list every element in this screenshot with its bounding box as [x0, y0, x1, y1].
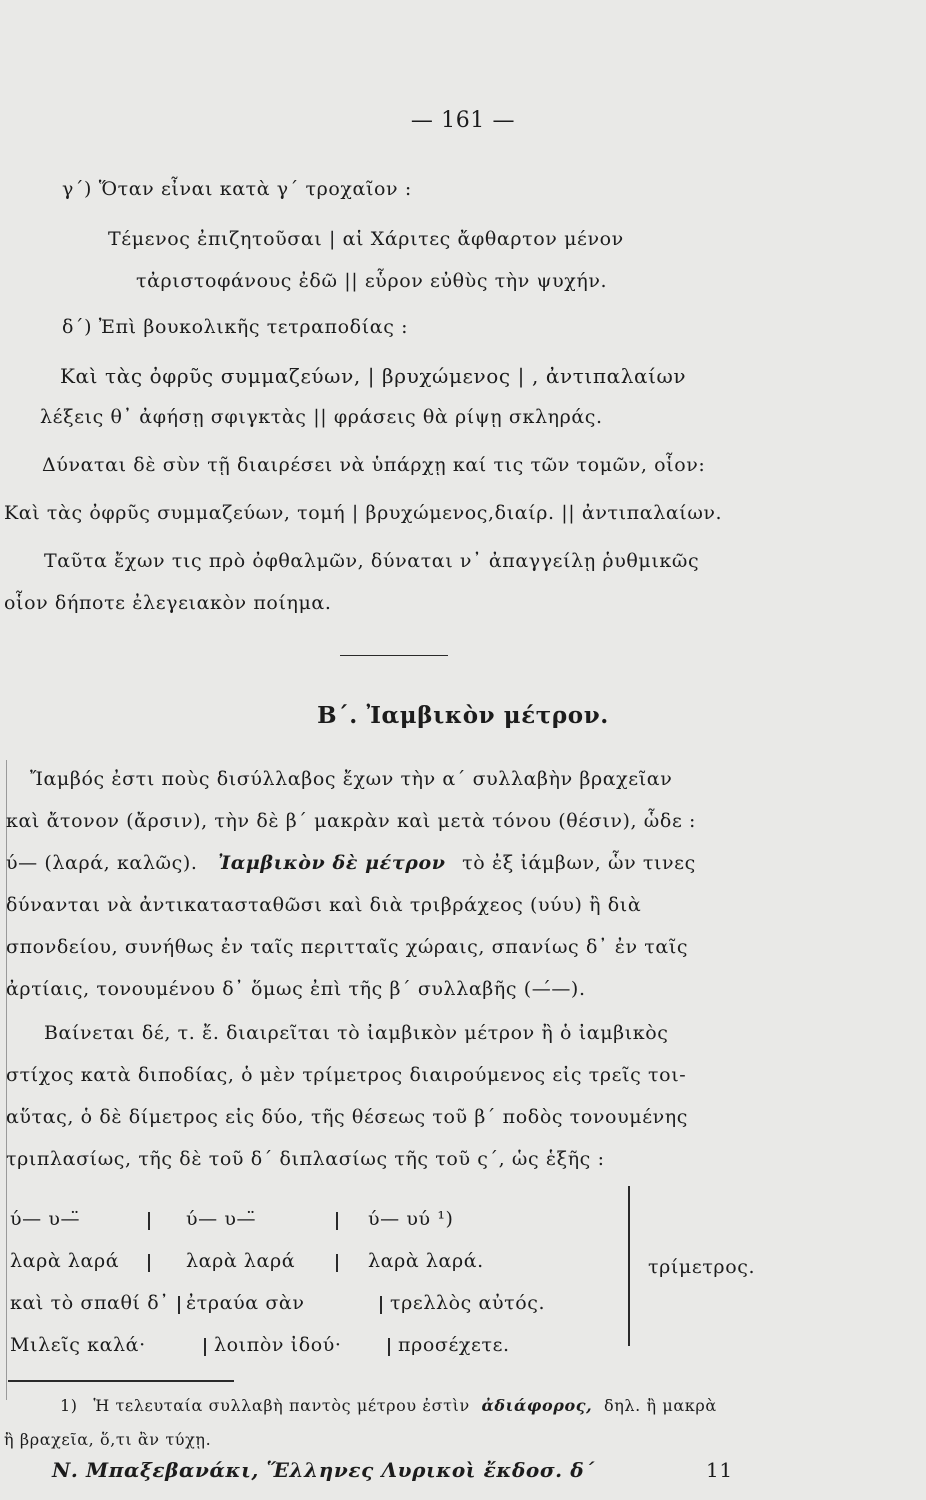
caesura-bar — [336, 1254, 338, 1272]
emphasis-term: Ἰαμβικὸν δὲ μέτρον — [218, 852, 446, 874]
text-line: σπονδείου, συνήθως ἐν ταῖς περιτταῖς χώραις, σπανίως δ᾽ ἐν ταῖς — [6, 936, 689, 958]
scheme-cell: λαρὰ λαρά — [10, 1250, 120, 1272]
text-line: ἀρτίαις, τονουμένου δ᾽ ὅμως ἐπὶ τῆς β΄ συλλαβῆς (—́—). — [6, 978, 586, 1000]
text-line: οἷον δήποτε ἐλεγειακὸν ποίημα. — [4, 592, 332, 614]
text-span: ύ— (λαρά, καλῶς). — [6, 852, 198, 874]
footnote-rule — [8, 1380, 234, 1382]
text-line — [6, 852, 696, 874]
scheme-cell: λαρὰ λαρά — [186, 1250, 296, 1272]
scheme-cell: λοιπὸν ἰδού· — [214, 1334, 342, 1356]
section-heading: Β΄. Ἰαμβικὸν μέτρον. — [317, 702, 609, 729]
text-line: τριπλασίως, τῆς δὲ τοῦ δ΄ διπλασίως τῆς τοῦ ς΄, ὡς ἑξῆς : — [6, 1148, 605, 1170]
scheme-cell: λαρὰ λαρά. — [368, 1250, 484, 1272]
caesura-bar — [380, 1296, 382, 1314]
scheme-cell: Μιλεῖς καλά· — [10, 1334, 146, 1356]
text-line: λέξεις θ᾽ ἀφήσῃ σφιγκτὰς || φράσεις θὰ ρίψῃ σκληράς. — [40, 406, 603, 428]
text-line: Ταῦτα ἔχων τις πρὸ ὀφθαλμῶν, δύναται ν᾽ ἀπαγγείλῃ ῥυθμικῶς — [44, 550, 700, 572]
text-line: Καὶ τὰς ὀφρῦς συμμαζεύων, | βρυχώμενος | , ἀντιπαλαίων — [60, 364, 687, 388]
text-line: Τέμενος ἐπιζητοῦσαι | αἱ Χάριτες ἄφθαρτον μένον — [108, 228, 624, 250]
caesura-bar — [204, 1338, 206, 1356]
caesura-bar — [148, 1212, 150, 1230]
printer-signature: Ν. Μπαξεβανάκι, Ἕλληνες Λυρικοὶ ἔκδοσ. δ΄ — [52, 1458, 595, 1482]
text-span: τὸ ἐξ ἰάμβων, ὧν τινες — [462, 852, 696, 874]
text-line: καὶ ἄτονον (ἄρσιν), τὴν δὲ β΄ μακρὰν καὶ μετὰ τόνου (θέσιν), ὧδε : — [6, 810, 697, 832]
scheme-cell: προσέχετε. — [398, 1334, 510, 1356]
scheme-cell: ἐτραύα σὰν — [186, 1292, 305, 1314]
scheme-cell: καὶ τὸ σπαθί δ᾽ — [10, 1292, 170, 1314]
text-line: αὕτας, ὁ δὲ δίμετρος εἰς δύο, τῆς θέσεως τοῦ β΄ ποδὸς τονουμένης — [6, 1106, 689, 1128]
text-line: στίχος κατὰ διποδίας, ὁ μὲν τρίμετρος διαιρούμενος εἰς τρεῖς τοι- — [6, 1064, 687, 1086]
bracket-line — [628, 1186, 630, 1346]
footnote-line: ἢ βραχεῖα, ὅ,τι ἂν τύχῃ. — [4, 1430, 212, 1449]
scheme-cell: τρελλὸς αὐτός. — [390, 1292, 546, 1314]
signature-number: 11 — [706, 1458, 733, 1482]
scheme-cell: ύ— υ—̈ — [10, 1208, 81, 1230]
scheme-cell: ύ— υ—̈ — [186, 1208, 257, 1230]
text-line: Καὶ τὰς ὀφρῦς συμμαζεύων, τομή | βρυχώμενος,διαίρ. || ἀντιπαλαίων. — [4, 502, 723, 524]
caesura-bar — [336, 1212, 338, 1230]
emphasis-term: ἀδιάφορος, — [481, 1396, 593, 1415]
text-line: Ἴαμβός ἐστι ποὺς δισύλλαβος ἔχων τὴν α΄ συλλαβὴν βραχεῖαν — [30, 768, 673, 790]
scheme-label: τρίμετρος. — [648, 1256, 756, 1278]
text-line: γ΄) Ὅταν εἶναι κατὰ γ΄ τροχαῖον : — [62, 178, 412, 200]
page-number: — 161 — — [410, 108, 516, 133]
text-span: Ἡ τελευταία συλλαβὴ παντὸς μέτρου ἐστὶν — [93, 1396, 470, 1415]
text-line: δύνανται νὰ ἀντικατασταθῶσι καὶ διὰ τριβράχεος (υύυ) ἢ διὰ — [6, 894, 642, 916]
text-line: Δύναται δὲ σὺν τῇ διαιρέσει νὰ ὑπάρχῃ καί τις τῶν τομῶν, οἷον: — [42, 454, 706, 476]
caesura-bar — [178, 1296, 180, 1314]
scheme-cell: ύ— υύ ¹) — [368, 1208, 454, 1230]
text-line: τἀριστοφάνους ἐδῶ || εὗρον εὐθὺς τὴν ψυχήν. — [136, 270, 608, 292]
text-span: δηλ. ἢ μακρὰ — [603, 1396, 717, 1415]
footnote-line — [60, 1396, 717, 1415]
text-line: δ΄) Ἐπὶ βουκολικῆς τετραποδίας : — [62, 316, 409, 338]
section-divider — [340, 655, 448, 656]
footnote-mark: 1) — [60, 1396, 78, 1415]
caesura-bar — [388, 1338, 390, 1356]
caesura-bar — [148, 1254, 150, 1272]
text-line: Βαίνεται δέ, τ. ἔ. διαιρεῖται τὸ ἰαμβικὸν μέτρον ἢ ὁ ἰαμβικὸς — [44, 1022, 669, 1044]
